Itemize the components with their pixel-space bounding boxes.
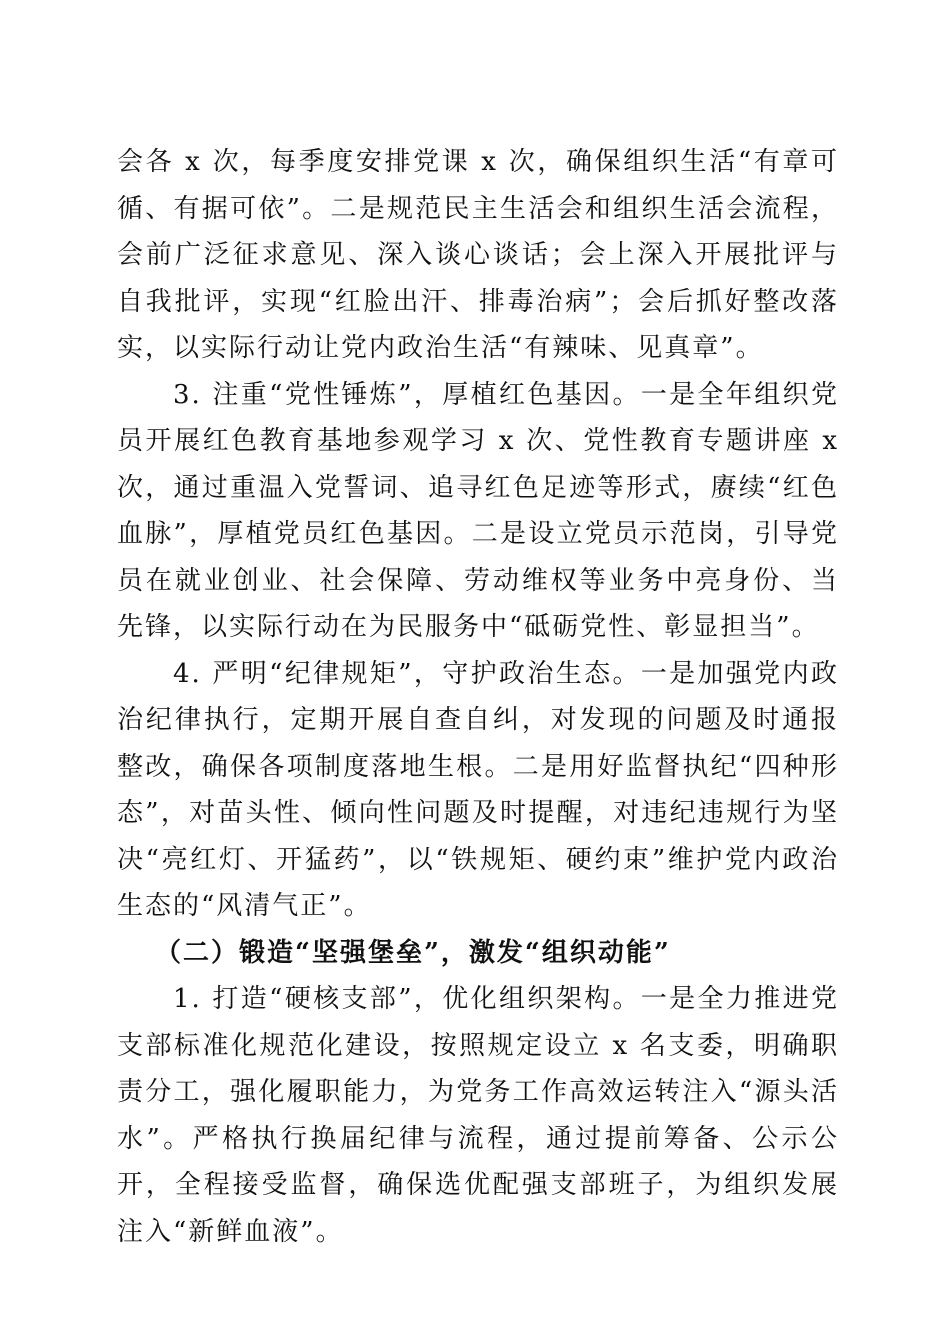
- section-heading: （二）锻造“坚强堡垒”，激发“组织动能”: [155, 937, 671, 968]
- paragraph-item-1: 1. 打造“硬核支部”，优化组织架构。一是全力推进党支部标准化规范化建设，按照规定设立 x 名支委，明确职责分工，强化履职能力，为党务工作高效运转注入“源头活水”。严格执行换届纪律与流程，通过提前筹备、公示公开，全程接受监督，确保选优配强支部班子，为组织发展注入“新鲜血液”。: [117, 984, 839, 1247]
- paragraph-item-4: 4. 严明“纪律规矩”，守护政治生态。一是加强党内政治纪律执行，定期开展自查自纠，对发现的问题及时通报整改，确保各项制度落地生根。二是用好监督执纪“四种形态”，对苗头性、倾向性问题及时提醒，对违纪违规行为坚决“亮红灯、开猛药”，以“铁规矩、硬约束”维护党内政治生态的“风清气正”。: [117, 658, 839, 921]
- paragraph-continuation: 会各 x 次，每季度安排党课 x 次，确保组织生活“有章可循、有据可依”。二是规范民主生活会和组织生活会流程，会前广泛征求意见、深入谈心谈话；会上深入开展批评与自我批评，实现“红脸出汗、排毒治病”；会后抓好整改落实，以实际行动让党内政治生活“有辣味、见真章”。: [117, 147, 839, 363]
- document-body: [117, 139, 839, 1255]
- paragraph-item-3: 3. 注重“党性锤炼”，厚植红色基因。一是全年组织党员开展红色教育基地参观学习 x 次、党性教育专题讲座 x 次，通过重温入党誓词、追寻红色足迹等形式，赓续“红色血脉”，厚植党员红色基因。二是设立党员示范岗，引导党员在就业创业、社会保障、劳动维权等业务中亮身份、当先锋，以实际行动在为民服务中“砥砺党性、彰显担当”。: [117, 379, 839, 642]
